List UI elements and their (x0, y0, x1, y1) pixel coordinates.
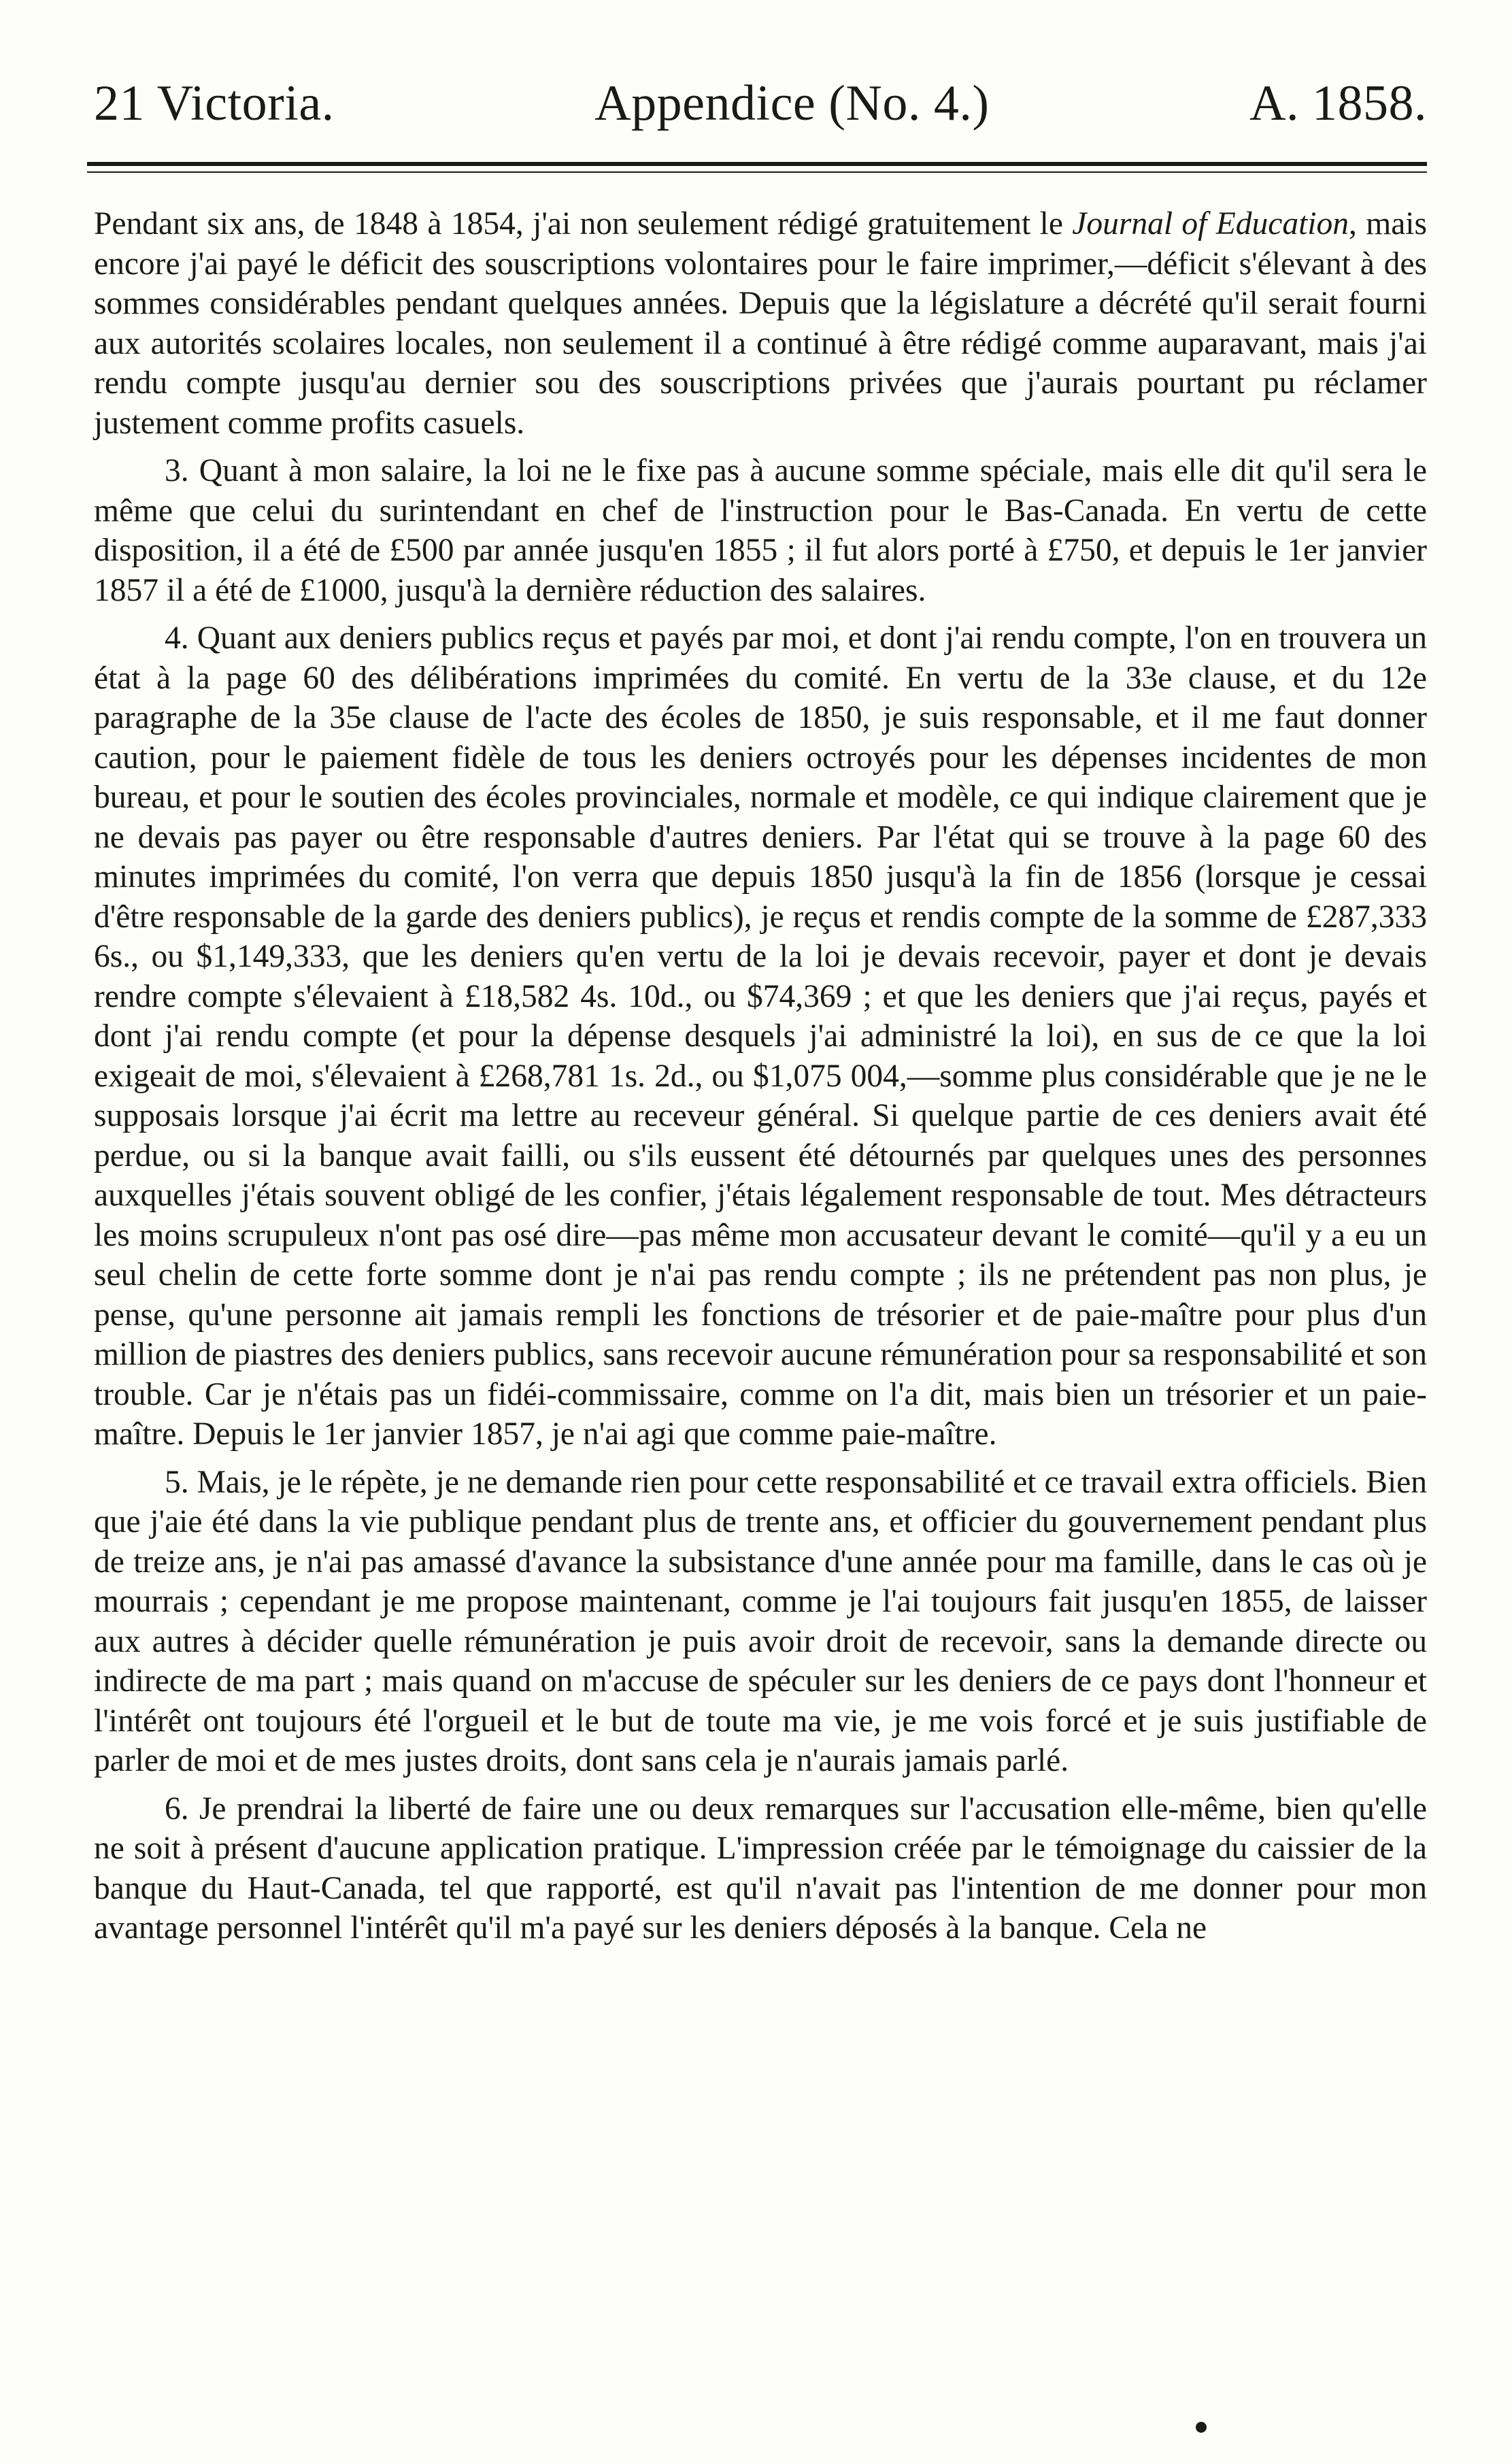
paragraph-4-public-moneys: 4. Quant aux deniers publics reçus et payés par moi, et dont j'ai rendu compte, l'on en trouvera un état à la page 60 des délibérations imprimées du comité. En vertu de la 33e clause, et du 12e paragraphe de la 35e clause de l'acte des écoles de 1850, je suis responsable, et il me faut donner caution, pour le paiement fidèle de tous les deniers octroyés pour les dépenses incidentes de mon bureau, et pour le soutien des écoles provinciales, normale et modèle, ce qui indique clairement que je ne devais pas payer ou être responsable d'autres deniers. Par l'état qui se trouve à la page 60 des minutes imprimées du comité, l'on verra que depuis 1850 jusqu'à la fin de 1856 (lorsque je cessai d'être responsable de la garde des deniers publics), je reçus et rendis compte de la somme de £287,333 6s., ou $1,149,333, que les deniers qu'en vertu de la loi je devais recevoir, payer et dont je devais rendre compte s'élevaient à £18,582 4s. 10d., ou $74,369 ; et que les deniers que j'ai reçus, payés et dont j'ai rendu compte (et pour la dépense desquels j'ai administré la loi), en sus de ce que la loi exigeait de moi, s'élevaient à £268,781 1s. 2d., ou $1,075 004,—somme plus considérable que je ne le supposais lorsque j'ai écrit ma lettre au receveur général. Si quelque partie de ces deniers avait été perdue, ou si la banque avait failli, ou s'ils eussent été détournés par quelques unes des personnes auxquelles j'étais souvent obligé de les confier, j'étais légalement responsable de tout. Mes détracteurs les moins scrupuleux n'ont pas osé dire—pas même mon accusateur devant le comité—qu'il y a eu un seul chelin de cette forte somme dont je n'ai pas rendu compte ; ils ne prétendent pas non plus, je pense, qu'une personne ait jamais rempli les fonctions de trésorier et de paie-maître pour plus d'un million de piastres des deniers publics, sans recevoir aucune rémunération pour sa responsabilité et son trouble. Car je n'étais pas un fidéi-commissaire, comme on l'a dit, mais bien un trésorier et un paie-maître. Depuis le 1er janvier 1857, je n'ai agi que comme paie-maître. (94, 620, 1427, 1452)
header-appendix: Appendice (No. 4.) (594, 76, 990, 131)
paragraph-5-responsibility: 5. Mais, je le répète, je ne demande rien pour cette responsabilité et ce travail extra officiels. Bien que j'aie été dans la vie publique pendant plus de trente ans, et officier du gouvernement pendant plus de treize ans, je n'ai pas amassé d'avance la subsistance d'une année pour ma famille, dans le cas où je mourrais ; cependant je me propose maintenant, comme je l'ai toujours fait jusqu'en 1855, de laisser aux autres à décider quelle rémunération je puis avoir droit de recevoir, sans la demande directe ou indirecte de ma part ; mais quand on m'accuse de spéculer sur les deniers de ce pays dont l'honneur et l'intérêt ont toujours été l'orgueil et le but de toute ma vie, je me vois forcé et je suis justifiable de parler de moi et de mes justes droits, dont sans cela je n'aurais jamais parlé. (94, 1464, 1427, 1778)
header-session: 21 Victoria. (94, 76, 335, 131)
journal-title: Journal of Education (1072, 206, 1349, 242)
header-year: A. 1858. (1249, 76, 1427, 131)
paragraph-1 (94, 204, 1427, 443)
paragraph-1-lead: Pendant six ans, de 1848 à 1854, j'ai non seulement rédigé gratuitement le (94, 206, 1073, 242)
header-rule-thin (87, 171, 1427, 173)
paragraph-3-salary: 3. Quant à mon salaire, la loi ne le fixe pas à aucune somme spéciale, mais elle dit qu'il sera le même que celui du surintendant en chef de l'instruction pour le Bas-Canada. En vertu de cette disposition, il a été de £500 par année jusqu'en 1855 ; il fut alors porté à £750, et depuis le 1er janvier 1857 il a été de £1000, jusqu'à la dernière réduction des salaires. (94, 453, 1427, 608)
paragraph-1-rest: , mais encore j'ai payé le déficit des souscriptions volontaires pour le faire imprimer,—déficit s'élevant à des sommes considérables pendant quelques années. Depuis que la législature a décrété qu'il serait fourni aux autorités scolaires locales, non seulement il a continué à être rédigé comme auparavant, mais j'ai rendu compte jusqu'au dernier sou des souscriptions privées que j'aurais pourtant pu réclamer justement comme profits casuels. (94, 206, 1427, 441)
paragraph-6-accusation: 6. Je prendrai la liberté de faire une ou deux remarques sur l'accusation elle-même, bien qu'elle ne soit à présent d'aucune application pratique. L'impression créée par le témoignage du caissier de la banque du Haut-Canada, tel que rapporté, est qu'il n'avait pas l'intention de me donner pour mon avantage personnel l'intérêt qu'il m'a payé sur les deniers déposés à la banque. Cela ne (94, 1791, 1427, 1946)
body-text (94, 204, 1427, 1948)
running-header (94, 75, 1427, 150)
header-rule-thick (87, 162, 1427, 166)
printer-dot-mark (1196, 2422, 1207, 2433)
